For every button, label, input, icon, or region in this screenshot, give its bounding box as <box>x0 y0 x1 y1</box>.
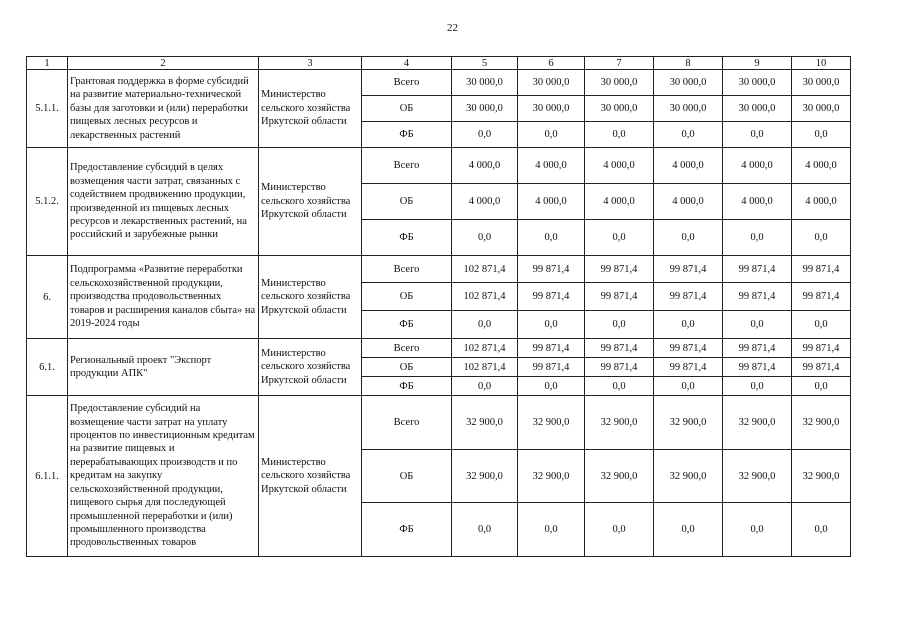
amount-cell: 0,0 <box>792 377 851 396</box>
amount-cell: 32 900,0 <box>723 396 792 450</box>
amount-cell: 32 900,0 <box>452 396 518 450</box>
header-cell: 10 <box>792 57 851 70</box>
amount-cell: 30 000,0 <box>585 96 654 122</box>
header-cell: 2 <box>68 57 259 70</box>
amount-cell: 0,0 <box>518 122 585 148</box>
amount-cell: 4 000,0 <box>452 184 518 220</box>
table-row <box>27 70 851 96</box>
amount-cell: 0,0 <box>723 377 792 396</box>
table-row <box>27 148 851 184</box>
amount-cell: 99 871,4 <box>654 339 723 358</box>
amount-cell: 0,0 <box>654 377 723 396</box>
item-code: 6.1. <box>27 339 68 396</box>
amount-cell: 32 900,0 <box>654 396 723 450</box>
funding-source: ФБ <box>362 377 452 396</box>
header-cell: 3 <box>259 57 362 70</box>
amount-cell: 102 871,4 <box>452 283 518 311</box>
amount-cell: 32 900,0 <box>792 396 851 450</box>
amount-cell: 0,0 <box>723 503 792 557</box>
item-executor: Министерство сельского хозяйства Иркутской области <box>259 339 362 396</box>
amount-cell: 4 000,0 <box>654 184 723 220</box>
funding-source: Всего <box>362 396 452 450</box>
funding-source: ФБ <box>362 220 452 256</box>
amount-cell: 99 871,4 <box>723 283 792 311</box>
amount-cell: 99 871,4 <box>654 358 723 377</box>
amount-cell: 99 871,4 <box>518 256 585 283</box>
amount-cell: 99 871,4 <box>723 339 792 358</box>
amount-cell: 4 000,0 <box>654 148 723 184</box>
amount-cell: 0,0 <box>452 503 518 557</box>
funding-source: ОБ <box>362 283 452 311</box>
amount-cell: 32 900,0 <box>792 450 851 503</box>
funding-source: Всего <box>362 256 452 283</box>
amount-cell: 32 900,0 <box>585 396 654 450</box>
amount-cell: 4 000,0 <box>518 184 585 220</box>
amount-cell: 32 900,0 <box>518 450 585 503</box>
amount-cell: 30 000,0 <box>723 70 792 96</box>
amount-cell: 4 000,0 <box>723 184 792 220</box>
item-executor: Министерство сельского хозяйства Иркутской области <box>259 148 362 256</box>
amount-cell: 0,0 <box>585 122 654 148</box>
amount-cell: 4 000,0 <box>792 184 851 220</box>
amount-cell: 99 871,4 <box>792 339 851 358</box>
amount-cell: 99 871,4 <box>585 339 654 358</box>
amount-cell: 0,0 <box>792 122 851 148</box>
header-cell: 7 <box>585 57 654 70</box>
amount-cell: 32 900,0 <box>654 450 723 503</box>
amount-cell: 4 000,0 <box>585 184 654 220</box>
amount-cell: 99 871,4 <box>518 358 585 377</box>
funding-source: ОБ <box>362 96 452 122</box>
amount-cell: 0,0 <box>452 220 518 256</box>
amount-cell: 4 000,0 <box>452 148 518 184</box>
amount-cell: 0,0 <box>585 377 654 396</box>
item-executor: Министерство сельского хозяйства Иркутской области <box>259 70 362 148</box>
amount-cell: 0,0 <box>518 311 585 339</box>
item-executor: Министерство сельского хозяйства Иркутской области <box>259 256 362 339</box>
amount-cell: 30 000,0 <box>654 96 723 122</box>
funding-source: Всего <box>362 148 452 184</box>
item-description: Региональный проект "Экспорт продукции АПК" <box>68 339 259 396</box>
amount-cell: 4 000,0 <box>518 148 585 184</box>
amount-cell: 0,0 <box>654 311 723 339</box>
item-description: Грантовая поддержка в форме субсидий на развитие материально-технической базы для заготовки и (или) переработки пищевых лесных ресурсов и лекарственных растений <box>68 70 259 148</box>
amount-cell: 99 871,4 <box>792 283 851 311</box>
amount-cell: 0,0 <box>452 311 518 339</box>
funding-source: ОБ <box>362 450 452 503</box>
funding-source: Всего <box>362 70 452 96</box>
amount-cell: 4 000,0 <box>723 148 792 184</box>
funding-source: ФБ <box>362 503 452 557</box>
amount-cell: 99 871,4 <box>654 256 723 283</box>
header-cell: 8 <box>654 57 723 70</box>
amount-cell: 0,0 <box>518 503 585 557</box>
table-row <box>27 339 851 358</box>
header-cell: 5 <box>452 57 518 70</box>
item-code: 6. <box>27 256 68 339</box>
amount-cell: 30 000,0 <box>792 96 851 122</box>
amount-cell: 99 871,4 <box>792 256 851 283</box>
amount-cell: 0,0 <box>792 220 851 256</box>
amount-cell: 0,0 <box>452 122 518 148</box>
amount-cell: 32 900,0 <box>723 450 792 503</box>
item-description: Предоставление субсидий на возмещение части затрат на уплату процентов по инвестиционным кредитам на развитие пищевых и перерабатывающих производств и по кредитам на закупку сельскохозяйственной продукции, пищевого сырья для последующей промышленной переработки и (или) промышленного производства продовольственных товаров <box>68 396 259 557</box>
amount-cell: 99 871,4 <box>792 358 851 377</box>
amount-cell: 30 000,0 <box>518 96 585 122</box>
item-code: 6.1.1. <box>27 396 68 557</box>
item-executor: Министерство сельского хозяйства Иркутской области <box>259 396 362 557</box>
amount-cell: 30 000,0 <box>792 70 851 96</box>
amount-cell: 102 871,4 <box>452 339 518 358</box>
amount-cell: 99 871,4 <box>585 358 654 377</box>
table-row <box>27 256 851 283</box>
amount-cell: 0,0 <box>654 503 723 557</box>
amount-cell: 102 871,4 <box>452 256 518 283</box>
budget-table <box>26 56 851 557</box>
item-description: Подпрограмма «Развитие переработки сельскохозяйственной продукции, производства продовольственных товаров и расширения каналов сбыта» на 2019-2024 годы <box>68 256 259 339</box>
amount-cell: 32 900,0 <box>518 396 585 450</box>
amount-cell: 99 871,4 <box>723 358 792 377</box>
amount-cell: 30 000,0 <box>723 96 792 122</box>
amount-cell: 99 871,4 <box>723 256 792 283</box>
amount-cell: 0,0 <box>792 311 851 339</box>
funding-source: Всего <box>362 339 452 358</box>
amount-cell: 99 871,4 <box>585 256 654 283</box>
amount-cell: 30 000,0 <box>452 70 518 96</box>
amount-cell: 0,0 <box>452 377 518 396</box>
amount-cell: 102 871,4 <box>452 358 518 377</box>
amount-cell: 4 000,0 <box>585 148 654 184</box>
amount-cell: 99 871,4 <box>518 283 585 311</box>
amount-cell: 30 000,0 <box>654 70 723 96</box>
amount-cell: 4 000,0 <box>792 148 851 184</box>
amount-cell: 0,0 <box>518 377 585 396</box>
amount-cell: 99 871,4 <box>654 283 723 311</box>
amount-cell: 32 900,0 <box>452 450 518 503</box>
item-description: Предоставление субсидий в целях возмещения части затрат, связанных с содействием продвижению продукции, произведенной из пищевых лесных ресурсов и лекарственных растений, на российский и зарубежные рынки <box>68 148 259 256</box>
amount-cell: 0,0 <box>723 311 792 339</box>
header-cell: 9 <box>723 57 792 70</box>
table-row <box>27 396 851 450</box>
amount-cell: 0,0 <box>518 220 585 256</box>
header-cell: 4 <box>362 57 452 70</box>
amount-cell: 32 900,0 <box>585 450 654 503</box>
amount-cell: 0,0 <box>585 311 654 339</box>
funding-source: ОБ <box>362 358 452 377</box>
funding-source: ФБ <box>362 311 452 339</box>
amount-cell: 0,0 <box>792 503 851 557</box>
funding-source: ФБ <box>362 122 452 148</box>
amount-cell: 30 000,0 <box>518 70 585 96</box>
amount-cell: 0,0 <box>585 220 654 256</box>
amount-cell: 0,0 <box>585 503 654 557</box>
item-code: 5.1.1. <box>27 70 68 148</box>
amount-cell: 99 871,4 <box>518 339 585 358</box>
header-row <box>27 57 851 70</box>
header-cell: 1 <box>27 57 68 70</box>
amount-cell: 30 000,0 <box>452 96 518 122</box>
amount-cell: 0,0 <box>654 122 723 148</box>
funding-source: ОБ <box>362 184 452 220</box>
page-number: 22 <box>447 22 458 34</box>
amount-cell: 0,0 <box>723 122 792 148</box>
amount-cell: 99 871,4 <box>585 283 654 311</box>
amount-cell: 0,0 <box>723 220 792 256</box>
amount-cell: 0,0 <box>654 220 723 256</box>
header-cell: 6 <box>518 57 585 70</box>
amount-cell: 30 000,0 <box>585 70 654 96</box>
item-code: 5.1.2. <box>27 148 68 256</box>
